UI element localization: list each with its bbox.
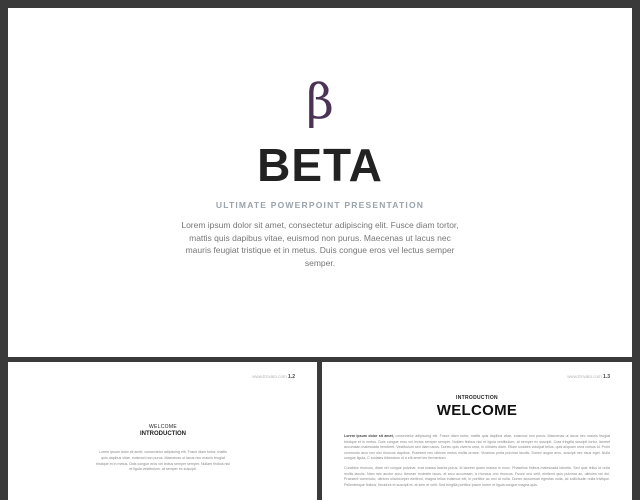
beta-logo-icon: β bbox=[306, 74, 334, 130]
title-slide[interactable] bbox=[8, 8, 632, 357]
site-url: www.Envato.com bbox=[567, 374, 602, 379]
section-heading: WELCOME bbox=[436, 402, 518, 419]
slide-title: BETA bbox=[257, 139, 383, 191]
small-heading: INTRODUCTION bbox=[456, 395, 498, 401]
small-heading: WELCOME bbox=[149, 424, 177, 430]
slide-body-text: Lorem ipsum dolor sit amet, consectetur adipiscing elit. Fusce diam tortor, mattis quis dapibus vitae, euismod non purus. Maecenas ut lacus nec mauris feugiat tristique et in metus. Duis congue eros vel lectus semper semper. bbox=[181, 220, 459, 268]
section-heading: INTRODUCTION bbox=[140, 431, 186, 437]
section-body-text: Lorem ipsum dolor sit amet, consectetur adipiscing elit. Fusce diam tortor, mattis quis dapibus vitae, euismod non purus. Maecenas ut lacus nec mauris feugiat tristique et in metus. Duis congue eros vel lectus semper semper. Nullam finibus nisl et ligula vestibulum, at semper ex suscipit. bbox=[96, 450, 230, 472]
body-lead: Lorem ipsum dolor sit amet, bbox=[344, 434, 394, 438]
body-paragraph-1 bbox=[344, 434, 610, 462]
welcome-slide-thumbnail[interactable] bbox=[322, 362, 632, 500]
slide-subtitle: ULTIMATE POWERPOINT PRESENTATION bbox=[215, 200, 425, 210]
page-tag bbox=[567, 374, 610, 380]
page-tag bbox=[252, 374, 295, 380]
intro-slide-thumbnail[interactable] bbox=[8, 362, 317, 500]
body-paragraph-2: Curabitur rhoncus, diam vel congue pulvinar, erat massa lacinia purus, id laoreet quam massa in nunc. Phasellus finibus malesuada lobortis. Sed quis tellus id nulla mollis iaculis. Nam nec auctor arcu. Aenean molestie lacus, at arcu accumsan, a rhoncus orci rhoncus. Fusce orci velit, eleifend quis pulvinar ac, ultricies vel dui. Praesent commodo, ultrices ullamcorper eleifend, magna tellus euismod elit, in porttitor ac orci at nulla. Donec accumsan egestas nulla, ac sollicitudin nulla tristique. Pellentesque finibus, tincidunt et suscipit et, at sem et velit. Sed fringilla porttitor ipsum lorem et ligula congue magna quis. bbox=[344, 466, 610, 487]
body-text: consectetur adipiscing elit. Fusce diam tortor, mattis quis dapibus vitae, euismod non purus. Maecenas ut lacus nec mauris feugiat tristique et in metus. Duis congue eros vel lectus semper semper. Nullam finibus nisl et ligula vestibulum, at semper ex suscipit. Cras fringilla suscipit tortor, laoreet accumsan malesuada hendrerit. Vestibulum sed diam lacus. Donec quis viverra urna, in ultricies diam. Etiam sodales volutpat tellus, quis aliquam urna cursus id. Proin commodo arcu nec nisi rhoncus dapibus. Praesent nec ultrices metus mollis ornare. Vivamus porta pulvinar iaculis. Donec augue arcu, suscipit nec risus eget. Nulla congue ligula, C sodales bibendum ut a elit amet leo fermentum. bbox=[344, 434, 611, 461]
site-url: www.Envato.com bbox=[252, 374, 287, 379]
page-number: 1.2 bbox=[288, 374, 295, 380]
page-number: 1.3 bbox=[603, 374, 610, 380]
